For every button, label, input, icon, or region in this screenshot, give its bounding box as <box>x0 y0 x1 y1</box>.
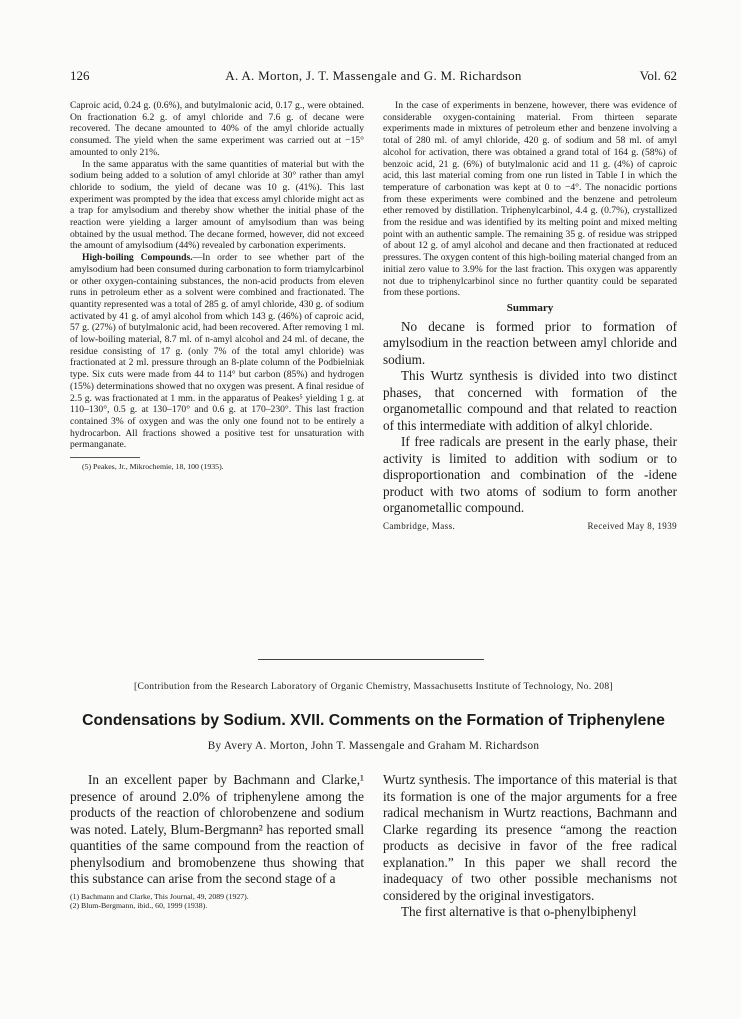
signoff <box>383 521 677 531</box>
received-date: Received May 8, 1939 <box>587 520 677 531</box>
paragraph: Wurtz synthesis. The importance of this material is that its formation is one of the major arguments for a free radical mechanism in Wurtz reactions, Bachmann and Clarke regarding its presence “among the reaction products as decisive in favor of the free radical explanation.” In this paper we shall record the inadequacy of two other possible mechanisms not considered by the original investigators. <box>383 772 677 903</box>
footnote: (1) Bachmann and Clarke, This Journal, 49, 2089 (1927). <box>70 891 249 901</box>
running-header <box>70 68 677 84</box>
prev-article-right-column <box>383 100 677 531</box>
new-article-right-column <box>383 772 677 921</box>
place: Cambridge, Mass. <box>383 520 456 531</box>
footnote: (5) Peakes, Jr., Mikrochemie, 18, 100 (1935). <box>82 462 224 472</box>
paragraph: Caproic acid, 0.24 g. (0.6%), and butylmalonic acid, 0.17 g., were obtained. On fractionation 6.2 g. of amyl chloride and 7.6 g. of decane were recovered. The decane amounted to 40% of the amyl chloride actually consumed. The yield when the same experiment was carried out at −15° amounted to only 21%. <box>70 100 364 158</box>
author-line: By Avery A. Morton, John T. Massengale and Graham M. Richardson <box>207 740 540 752</box>
paragraph: In the same apparatus with the same quantities of material but with the sodium being added to a solution of amyl chloride at 30° rather than amyl chloride to sodium, the yield of decane was 10 g. (41%). This last experiment was prompted by the idea that excess amyl chloride might act as a trap for amylsodium and thereby show whether the initial phase of the reaction were yielding a larger amount of amylsodium than was being obtained by the usual method. The decane formed, however, did not exceed the amount of amylsodium (44%) revealed by carbonation experiments. <box>70 158 364 252</box>
paragraph: In the case of experiments in benzene, however, there was evidence of considerable oxygen-containing material. From thirteen separate experiments made in mixtures of petroleum ether and benzene involving a total of 280 ml. of amyl chloride, 420 g. of sodium and 58 ml. of amyl alcohol for activation, there was obtained a grand total of 164 g. (58%) of benzoic acid, 21 g. (6%) of butylmalonic acid and 11 g. (4%) of caproic acid, this last material coming from one run listed in Table I in which the temperature of carbonation was kept at 0 to −4°. The nonacidic portions from these experiments were combined and the benzene and petroleum ether removed by distillation. Triphenylcarbinol, 4.4 g. (0.7%), crystallized from the residue and was identified by its melting point and mixed melting point with an authentic sample. The remaining 35 g. of residue was stripped of about 12 g. of amyl alcohol and decane and then fractionated at reduced pressures. The oxygen content of this high-boiling material changed from an initial zero value to 3.9% for the last fraction. This oxygen was apparently not due to triphenylcarbinol since no further quantity could be separated from these portions. <box>383 100 677 299</box>
paragraph: —In order to see whether part of the amylsodium had been consumed during carbonation to form triamylcarbinol or other oxygen-containing substances, the non-acid products from eleven runs in petroleum ether as a solvent were combined and fractionated. The quantity represented was a total of 285 g. of amyl chloride, 430 g. of sodium activated by 41 g. of amyl alcohol from which 143 g. (46%) of caproic acid, 57 g. (27%) of butylmalonic acid, had been recovered. After removing 1 ml. of low-boiling material, 8.7 ml. of n-amyl alcohol and 24 ml. of decane, the residue consisting of 17 g. (only 7% of the total amyl chloride) was fractionated at 2 ml. pressure through an 8-plate column of the Podbielniak type. Six cuts were made from 44 to 114° but carbon (85%) and hydrogen (15%) determinations showed that no oxygen was present. A final residue of 2.5 g. was fractionated at 1 mm. in the apparatus of Peakes⁵ yielding 1 g. at 110–130°, 0.5 g. at 130–170° and 0.6 g. at 170–230°. This last fraction contained 3% of oxygen and was the only one found not to be entirely a hydrocarbon. All fractions showed a positive test for unsaturation with permanganate. <box>70 252 364 451</box>
volume-label: Vol. 62 <box>639 68 677 83</box>
article-title: Condensations by Sodium. XVII. Comments on the Formation of Triphenylene <box>82 712 665 729</box>
prev-article-left-column <box>70 100 364 472</box>
summary-paragraph: This Wurtz synthesis is divided into two distinct phases, that concerned with formation of the organometallic compound and that related to reaction of this intermediate with addition of alkyl chloride. <box>383 368 677 433</box>
section-heading: High-boiling Compounds. <box>82 252 193 264</box>
summary-paragraph: No decane is formed prior to formation of amylsodium in the reaction between amyl chloride and sodium. <box>383 318 677 367</box>
footnote: (2) Blum-Bergmann, ibid., 60, 1999 (1938). <box>70 901 208 911</box>
paragraph: In an excellent paper by Bachmann and Clarke,¹ presence of around 2.0% of triphenylene among the products of the reaction of chlorobenzene and sodium was noted. Lately, Blum-Bergmann² has reported small quantities of the same compound from the reaction of phenylsodium and bromobenzene thus showing that this substance can arise from the second stage of a <box>70 772 364 886</box>
page-number: 126 <box>70 68 90 83</box>
summary-heading: Summary <box>506 301 554 314</box>
article-separator <box>258 659 484 660</box>
paragraph: The first alternative is that o-phenylbiphenyl <box>401 904 637 919</box>
footnote-rule <box>70 457 140 458</box>
new-article-left-column <box>70 772 364 911</box>
running-title: A. A. Morton, J. T. Massengale and G. M. Richardson <box>225 68 522 83</box>
footnotes <box>70 892 364 911</box>
contribution-note: [Contribution from the Research Laboratory of Organic Chemistry, Massachusetts Institute of Technology, No. 208] <box>134 681 613 692</box>
summary-paragraph: If free radicals are present in the early phase, their activity is limited to addition with sodium or to disproportionation and combination of the -idene product with two atoms of sodium to form another organometallic compound. <box>383 434 677 516</box>
